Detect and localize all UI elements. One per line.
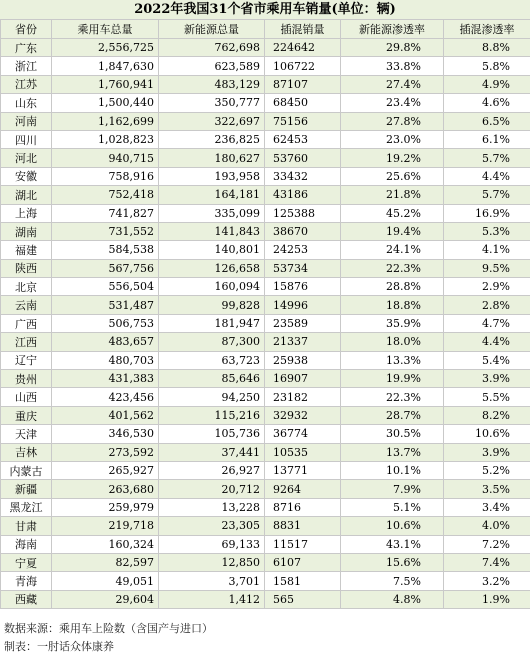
cell-nev-rate: 18.0% <box>341 333 444 351</box>
cell-province: 重庆 <box>1 406 52 424</box>
table-row <box>1 112 530 130</box>
table-row <box>1 39 530 57</box>
cell-nev-total: 94,250 <box>159 388 265 406</box>
cell-nev-rate: 19.2% <box>341 149 444 167</box>
cell-phev-sales: 8831 <box>265 517 341 535</box>
cell-nev-rate: 28.7% <box>341 406 444 424</box>
cell-nev-total: 236,825 <box>159 130 265 148</box>
cell-nev-total: 105,736 <box>159 425 265 443</box>
cell-nev-rate: 13.7% <box>341 443 444 461</box>
table-row <box>1 425 530 443</box>
cell-nev-rate: 15.6% <box>341 553 444 571</box>
cell-phev-rate: 4.6% <box>444 94 530 112</box>
cell-province: 广西 <box>1 314 52 332</box>
cell-phev-rate: 5.4% <box>444 351 530 369</box>
table-row <box>1 535 530 553</box>
cell-total: 160,324 <box>52 535 159 553</box>
cell-nev-rate: 33.8% <box>341 57 444 75</box>
cell-phev-sales: 23182 <box>265 388 341 406</box>
cell-nev-total: 23,305 <box>159 517 265 535</box>
cell-nev-total: 13,228 <box>159 498 265 516</box>
cell-phev-rate: 2.9% <box>444 278 530 296</box>
cell-total: 273,592 <box>52 443 159 461</box>
header-phev-rate: 插混渗透率 <box>444 20 530 39</box>
cell-total: 2,556,725 <box>52 39 159 57</box>
header-phev-sales: 插混销量 <box>265 20 341 39</box>
cell-nev-rate: 19.4% <box>341 222 444 240</box>
cell-phev-sales: 106722 <box>265 57 341 75</box>
header-province: 省份 <box>1 20 52 39</box>
cell-province: 河北 <box>1 149 52 167</box>
cell-nev-total: 140,801 <box>159 241 265 259</box>
cell-phev-rate: 3.4% <box>444 498 530 516</box>
header-row <box>1 20 530 39</box>
cell-total: 401,562 <box>52 406 159 424</box>
table-row <box>1 406 530 424</box>
cell-total: 483,657 <box>52 333 159 351</box>
cell-phev-rate: 8.8% <box>444 39 530 57</box>
table-row <box>1 370 530 388</box>
cell-phev-sales: 68450 <box>265 94 341 112</box>
cell-province: 西藏 <box>1 590 52 608</box>
cell-province: 天津 <box>1 425 52 443</box>
table-row <box>1 388 530 406</box>
table-row <box>1 517 530 535</box>
cell-nev-total: 26,927 <box>159 461 265 479</box>
table-row <box>1 241 530 259</box>
cell-phev-sales: 10535 <box>265 443 341 461</box>
cell-province: 内蒙古 <box>1 461 52 479</box>
cell-nev-total: 37,441 <box>159 443 265 461</box>
cell-province: 江苏 <box>1 75 52 93</box>
cell-nev-rate: 4.8% <box>341 590 444 608</box>
cell-phev-rate: 5.5% <box>444 388 530 406</box>
cell-nev-total: 87,300 <box>159 333 265 351</box>
cell-total: 480,703 <box>52 351 159 369</box>
cell-phev-rate: 6.5% <box>444 112 530 130</box>
cell-nev-total: 99,828 <box>159 296 265 314</box>
cell-phev-sales: 16907 <box>265 370 341 388</box>
cell-total: 1,847,630 <box>52 57 159 75</box>
cell-total: 506,753 <box>52 314 159 332</box>
cell-province: 福建 <box>1 241 52 259</box>
cell-phev-rate: 4.0% <box>444 517 530 535</box>
table-row <box>1 167 530 185</box>
cell-nev-rate: 7.9% <box>341 480 444 498</box>
cell-nev-total: 623,589 <box>159 57 265 75</box>
table-title: 2022年我国31个省市乘用车销量(单位：辆) <box>0 0 530 19</box>
cell-province: 黑龙江 <box>1 498 52 516</box>
cell-nev-rate: 23.0% <box>341 130 444 148</box>
table-row <box>1 443 530 461</box>
table-row <box>1 480 530 498</box>
cell-nev-total: 180,627 <box>159 149 265 167</box>
table-row <box>1 186 530 204</box>
cell-nev-rate: 13.3% <box>341 351 444 369</box>
cell-phev-rate: 4.7% <box>444 314 530 332</box>
cell-nev-rate: 35.9% <box>341 314 444 332</box>
cell-total: 758,916 <box>52 167 159 185</box>
cell-total: 346,530 <box>52 425 159 443</box>
cell-province: 吉林 <box>1 443 52 461</box>
cell-phev-rate: 4.1% <box>444 241 530 259</box>
cell-phev-rate: 2.8% <box>444 296 530 314</box>
cell-nev-rate: 27.8% <box>341 112 444 130</box>
cell-province: 贵州 <box>1 370 52 388</box>
cell-total: 263,680 <box>52 480 159 498</box>
cell-total: 531,487 <box>52 296 159 314</box>
table-row <box>1 130 530 148</box>
cell-phev-rate: 1.9% <box>444 590 530 608</box>
cell-phev-sales: 13771 <box>265 461 341 479</box>
cell-phev-sales: 8716 <box>265 498 341 516</box>
cell-phev-sales: 14996 <box>265 296 341 314</box>
cell-total: 741,827 <box>52 204 159 222</box>
cell-total: 567,756 <box>52 259 159 277</box>
table-row <box>1 278 530 296</box>
cell-nev-rate: 43.1% <box>341 535 444 553</box>
cell-phev-rate: 3.5% <box>444 480 530 498</box>
cell-phev-sales: 224642 <box>265 39 341 57</box>
table-row <box>1 351 530 369</box>
cell-province: 湖北 <box>1 186 52 204</box>
cell-province: 青海 <box>1 572 52 590</box>
cell-province: 上海 <box>1 204 52 222</box>
table-row <box>1 572 530 590</box>
cell-phev-rate: 3.9% <box>444 370 530 388</box>
cell-nev-total: 335,099 <box>159 204 265 222</box>
cell-phev-sales: 36774 <box>265 425 341 443</box>
cell-nev-rate: 27.4% <box>341 75 444 93</box>
cell-phev-sales: 6107 <box>265 553 341 571</box>
cell-phev-sales: 53734 <box>265 259 341 277</box>
cell-nev-total: 322,697 <box>159 112 265 130</box>
cell-phev-sales: 125388 <box>265 204 341 222</box>
cell-nev-total: 69,133 <box>159 535 265 553</box>
cell-province: 新疆 <box>1 480 52 498</box>
cell-phev-rate: 10.6% <box>444 425 530 443</box>
cell-phev-rate: 5.7% <box>444 186 530 204</box>
footer-notes <box>4 620 213 656</box>
cell-total: 584,538 <box>52 241 159 259</box>
cell-phev-sales: 565 <box>265 590 341 608</box>
cell-phev-rate: 5.2% <box>444 461 530 479</box>
table-row <box>1 222 530 240</box>
cell-province: 湖南 <box>1 222 52 240</box>
cell-nev-total: 350,777 <box>159 94 265 112</box>
cell-province: 江西 <box>1 333 52 351</box>
cell-total: 752,418 <box>52 186 159 204</box>
cell-phev-sales: 53760 <box>265 149 341 167</box>
cell-phev-sales: 1581 <box>265 572 341 590</box>
cell-total: 423,456 <box>52 388 159 406</box>
cell-province: 山东 <box>1 94 52 112</box>
cell-total: 49,051 <box>52 572 159 590</box>
cell-total: 940,715 <box>52 149 159 167</box>
cell-nev-rate: 22.3% <box>341 388 444 406</box>
cell-phev-rate: 5.3% <box>444 222 530 240</box>
cell-province: 云南 <box>1 296 52 314</box>
cell-phev-rate: 5.8% <box>444 57 530 75</box>
table-row <box>1 149 530 167</box>
cell-phev-rate: 8.2% <box>444 406 530 424</box>
header-total: 乘用车总量 <box>52 20 159 39</box>
cell-nev-total: 115,216 <box>159 406 265 424</box>
cell-nev-total: 126,658 <box>159 259 265 277</box>
cell-phev-rate: 7.4% <box>444 553 530 571</box>
cell-nev-total: 164,181 <box>159 186 265 204</box>
table-row <box>1 75 530 93</box>
cell-nev-rate: 28.8% <box>341 278 444 296</box>
cell-province: 辽宁 <box>1 351 52 369</box>
cell-province: 甘肃 <box>1 517 52 535</box>
table-row <box>1 333 530 351</box>
table-row <box>1 314 530 332</box>
cell-phev-sales: 11517 <box>265 535 341 553</box>
table-row <box>1 553 530 571</box>
cell-nev-rate: 21.8% <box>341 186 444 204</box>
cell-province: 广东 <box>1 39 52 57</box>
cell-phev-rate: 9.5% <box>444 259 530 277</box>
cell-phev-sales: 24253 <box>265 241 341 259</box>
cell-phev-sales: 32932 <box>265 406 341 424</box>
cell-phev-sales: 21337 <box>265 333 341 351</box>
table-row <box>1 204 530 222</box>
cell-total: 1,162,699 <box>52 112 159 130</box>
cell-nev-total: 63,723 <box>159 351 265 369</box>
cell-province: 海南 <box>1 535 52 553</box>
cell-phev-sales: 25938 <box>265 351 341 369</box>
cell-total: 1,028,823 <box>52 130 159 148</box>
table-row <box>1 94 530 112</box>
cell-province: 四川 <box>1 130 52 148</box>
cell-phev-sales: 43186 <box>265 186 341 204</box>
table-row <box>1 498 530 516</box>
cell-nev-total: 1,412 <box>159 590 265 608</box>
cell-nev-rate: 24.1% <box>341 241 444 259</box>
cell-nev-rate: 5.1% <box>341 498 444 516</box>
cell-province: 河南 <box>1 112 52 130</box>
cell-phev-sales: 9264 <box>265 480 341 498</box>
cell-phev-sales: 23589 <box>265 314 341 332</box>
header-nev-rate: 新能源渗透率 <box>341 20 444 39</box>
cell-phev-rate: 6.1% <box>444 130 530 148</box>
cell-nev-total: 20,712 <box>159 480 265 498</box>
cell-nev-rate: 18.8% <box>341 296 444 314</box>
cell-province: 安徽 <box>1 167 52 185</box>
sales-table <box>0 19 530 609</box>
cell-nev-total: 193,958 <box>159 167 265 185</box>
cell-total: 556,504 <box>52 278 159 296</box>
cell-province: 浙江 <box>1 57 52 75</box>
cell-province: 山西 <box>1 388 52 406</box>
cell-province: 宁夏 <box>1 553 52 571</box>
cell-nev-rate: 22.3% <box>341 259 444 277</box>
cell-nev-total: 762,698 <box>159 39 265 57</box>
cell-province: 北京 <box>1 278 52 296</box>
cell-nev-rate: 29.8% <box>341 39 444 57</box>
cell-nev-rate: 45.2% <box>341 204 444 222</box>
cell-total: 29,604 <box>52 590 159 608</box>
cell-nev-total: 141,843 <box>159 222 265 240</box>
cell-phev-sales: 33432 <box>265 167 341 185</box>
table-row <box>1 590 530 608</box>
cell-total: 259,979 <box>52 498 159 516</box>
cell-phev-sales: 75156 <box>265 112 341 130</box>
cell-nev-total: 12,850 <box>159 553 265 571</box>
cell-phev-rate: 5.7% <box>444 149 530 167</box>
cell-phev-rate: 4.4% <box>444 333 530 351</box>
cell-nev-rate: 25.6% <box>341 167 444 185</box>
cell-nev-total: 85,646 <box>159 370 265 388</box>
cell-total: 731,552 <box>52 222 159 240</box>
cell-phev-sales: 62453 <box>265 130 341 148</box>
cell-total: 265,927 <box>52 461 159 479</box>
table-maker-note: 制表：一肘话众体康养 <box>4 640 114 653</box>
cell-nev-rate: 30.5% <box>341 425 444 443</box>
cell-nev-rate: 7.5% <box>341 572 444 590</box>
cell-nev-rate: 19.9% <box>341 370 444 388</box>
cell-phev-rate: 3.2% <box>444 572 530 590</box>
cell-total: 1,500,440 <box>52 94 159 112</box>
table-row <box>1 296 530 314</box>
header-nev-total: 新能源总量 <box>159 20 265 39</box>
cell-phev-rate: 3.9% <box>444 443 530 461</box>
cell-total: 219,718 <box>52 517 159 535</box>
cell-province: 陕西 <box>1 259 52 277</box>
table-row <box>1 461 530 479</box>
cell-nev-total: 3,701 <box>159 572 265 590</box>
cell-nev-total: 160,094 <box>159 278 265 296</box>
table-row <box>1 57 530 75</box>
cell-total: 1,760,941 <box>52 75 159 93</box>
cell-phev-rate: 7.2% <box>444 535 530 553</box>
cell-phev-sales: 15876 <box>265 278 341 296</box>
cell-total: 82,597 <box>52 553 159 571</box>
cell-phev-rate: 4.9% <box>444 75 530 93</box>
cell-phev-rate: 16.9% <box>444 204 530 222</box>
cell-nev-total: 181,947 <box>159 314 265 332</box>
cell-nev-rate: 23.4% <box>341 94 444 112</box>
cell-nev-total: 483,129 <box>159 75 265 93</box>
cell-phev-rate: 4.4% <box>444 167 530 185</box>
cell-phev-sales: 87107 <box>265 75 341 93</box>
cell-nev-rate: 10.6% <box>341 517 444 535</box>
cell-nev-rate: 10.1% <box>341 461 444 479</box>
cell-total: 431,383 <box>52 370 159 388</box>
cell-phev-sales: 38670 <box>265 222 341 240</box>
data-source-note: 数据来源：乘用车上险数（含国产与进口） <box>4 622 213 635</box>
table-row <box>1 259 530 277</box>
